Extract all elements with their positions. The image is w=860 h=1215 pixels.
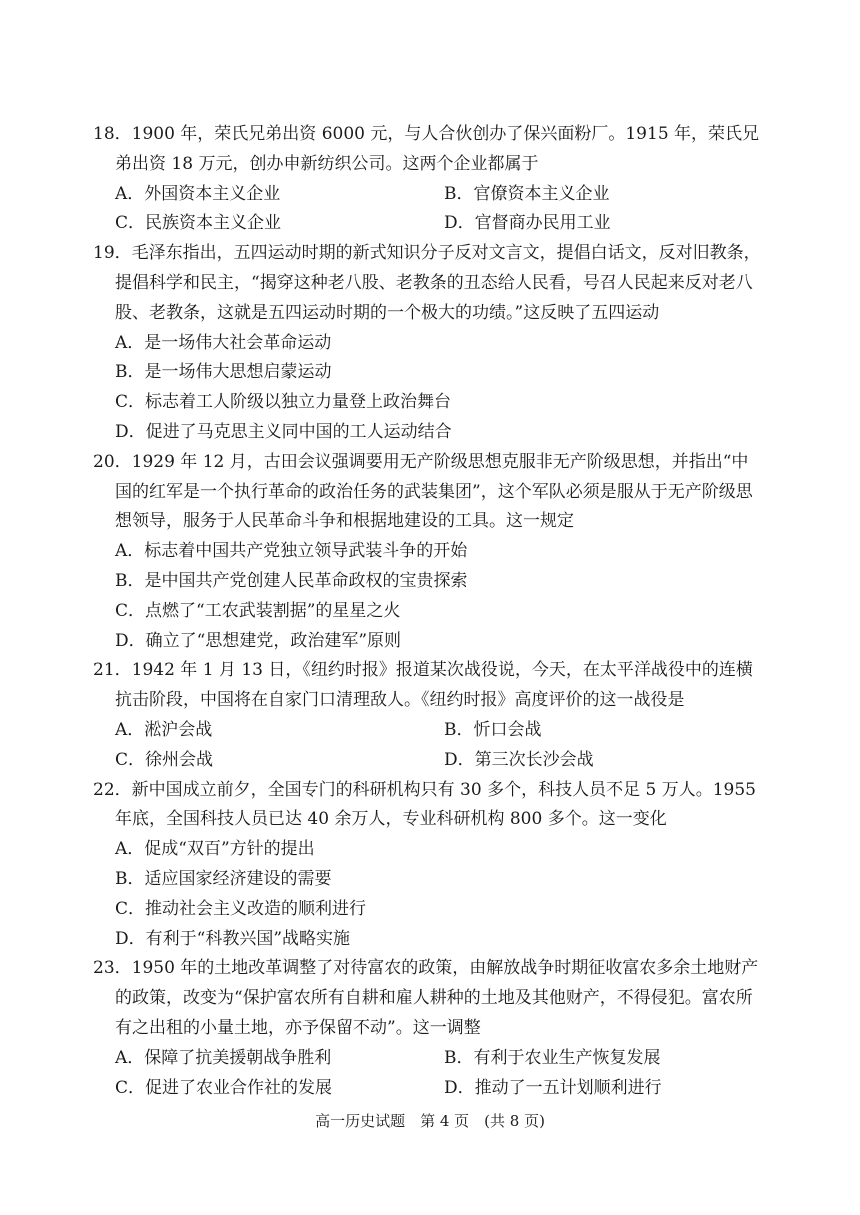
question-23-option-b[interactable]: B．有利于农业生产恢复发展 bbox=[444, 1047, 661, 1068]
question-22-option-c[interactable]: C．推动社会主义改造的顺利进行 bbox=[115, 898, 367, 919]
question-20-stem-line-3: 想领导，服务于人民革命斗争和根据地建设的工具。这一规定 bbox=[115, 511, 574, 532]
question-19-option-a[interactable]: A．是一场伟大社会革命运动 bbox=[115, 332, 332, 353]
question-18-option-a[interactable]: A．外国资本主义企业 bbox=[115, 183, 281, 204]
question-23-stem-line-3: 有之出租的小量土地，亦予保留不动”。这一调整 bbox=[115, 1017, 481, 1038]
question-23-options-row-1 bbox=[93, 1044, 773, 1074]
question-20-option-a[interactable]: A．标志着中国共产党独立领导武装斗争的开始 bbox=[115, 541, 468, 562]
question-18-stem-line-2: 弟出资 18 万元，创办申新纺织公司。这两个企业都属于 bbox=[115, 153, 539, 174]
question-23 bbox=[93, 954, 773, 1103]
question-20-option-b[interactable]: B．是中国共产党创建人民革命政权的宝贵探索 bbox=[115, 570, 468, 591]
question-19-option-d[interactable]: D．促进了马克思主义同中国的工人运动结合 bbox=[115, 421, 452, 442]
question-21-options-row-1 bbox=[93, 716, 773, 746]
question-23-stem-line-1: 23．1950 年的土地改革调整了对待富农的政策，由解放战争时期征收富农多余土地财产 bbox=[93, 958, 759, 979]
question-22 bbox=[93, 776, 773, 955]
question-18-options-row-1 bbox=[93, 180, 773, 210]
question-23-stem-line-2: 的政策，改变为“保护富农所有自耕和雇人耕种的土地及其他财产，不得侵犯。富农所 bbox=[115, 988, 753, 1009]
question-20-stem-line-1: 20．1929 年 12 月，古田会议强调要用无产阶级思想克服非无产阶级思想，并指出“中 bbox=[93, 451, 749, 472]
question-list bbox=[93, 120, 773, 1103]
question-20-stem-line-2: 国的红军是一个执行革命的政治任务的武装集团”，这个军队必须是服从于无产阶级思 bbox=[115, 481, 753, 502]
question-22-stem-line-1: 22．新中国成立前夕，全国专门的科研机构只有 30 多个，科技人员不足 5 万人。1955 bbox=[93, 779, 756, 800]
question-23-option-c[interactable]: C．促进了农业合作社的发展 bbox=[115, 1077, 333, 1098]
question-19-stem-line-1: 19．毛泽东指出，五四运动时期的新式知识分子反对文言文，提倡白话文，反对旧教条， bbox=[93, 243, 761, 264]
question-22-option-d[interactable]: D．有利于“科教兴国”战略实施 bbox=[115, 928, 351, 949]
question-21-options-row-2 bbox=[93, 746, 773, 776]
question-21 bbox=[93, 656, 773, 775]
question-22-option-a[interactable]: A．促成“双百”方针的提出 bbox=[115, 839, 315, 860]
question-19-option-b[interactable]: B．是一场伟大思想启蒙运动 bbox=[115, 362, 332, 383]
question-19 bbox=[93, 239, 773, 448]
page-footer: 高一历史试题 第 4 页 (共 8 页) bbox=[315, 1112, 545, 1130]
question-23-option-d[interactable]: D．推动了一五计划顺利进行 bbox=[444, 1077, 662, 1098]
question-20-option-c[interactable]: C．点燃了“工农武装割据”的星星之火 bbox=[115, 600, 401, 621]
question-18-stem-line-1: 18．1900 年，荣氏兄弟出资 6000 元，与人合伙创办了保兴面粉厂。1915 年，荣氏兄 bbox=[93, 124, 760, 144]
question-18-option-b[interactable]: B．官僚资本主义企业 bbox=[444, 183, 610, 204]
question-21-stem-line-1: 21．1942 年 1 月 13 日，《纽约时报》报道某次战役说，今天，在太平洋战役中的连横 bbox=[93, 660, 753, 681]
question-18 bbox=[93, 120, 773, 239]
question-18-option-c[interactable]: C．民族资本主义企业 bbox=[115, 213, 282, 234]
question-23-option-a[interactable]: A．保障了抗美援朝战争胜利 bbox=[115, 1047, 332, 1068]
question-20-option-d[interactable]: D．确立了“思想建党，政治建军”原则 bbox=[115, 630, 402, 651]
question-19-option-c[interactable]: C．标志着工人阶级以独立力量登上政治舞台 bbox=[115, 392, 452, 413]
question-22-option-b[interactable]: B．适应国家经济建设的需要 bbox=[115, 868, 332, 889]
question-18-options-row-2 bbox=[93, 209, 773, 239]
question-19-stem-line-2: 提倡科学和民主，“揭穿这种老八股、老教条的丑态给人民看，号召人民起来反对老八 bbox=[115, 272, 753, 293]
question-23-options-row-2 bbox=[93, 1074, 773, 1104]
question-19-stem-line-3: 股、老教条，这就是五四运动时期的一个极大的功绩。”这反映了五四运动 bbox=[115, 302, 660, 323]
question-21-option-d[interactable]: D．第三次长沙会战 bbox=[444, 749, 594, 770]
question-21-option-c[interactable]: C．徐州会战 bbox=[115, 749, 214, 770]
question-21-stem-line-2: 抗击阶段，中国将在自家门口清理敌人。《纽约时报》高度评价的这一战役是 bbox=[115, 690, 685, 711]
question-20 bbox=[93, 448, 773, 657]
question-21-option-a[interactable]: A．淞沪会战 bbox=[115, 719, 213, 740]
question-21-option-b[interactable]: B．忻口会战 bbox=[444, 719, 542, 740]
question-22-stem-line-2: 年底，全国科技人员已达 40 余万人，专业科研机构 800 多个。这一变化 bbox=[115, 809, 667, 830]
question-18-option-d[interactable]: D．官督商办民用工业 bbox=[444, 213, 611, 234]
